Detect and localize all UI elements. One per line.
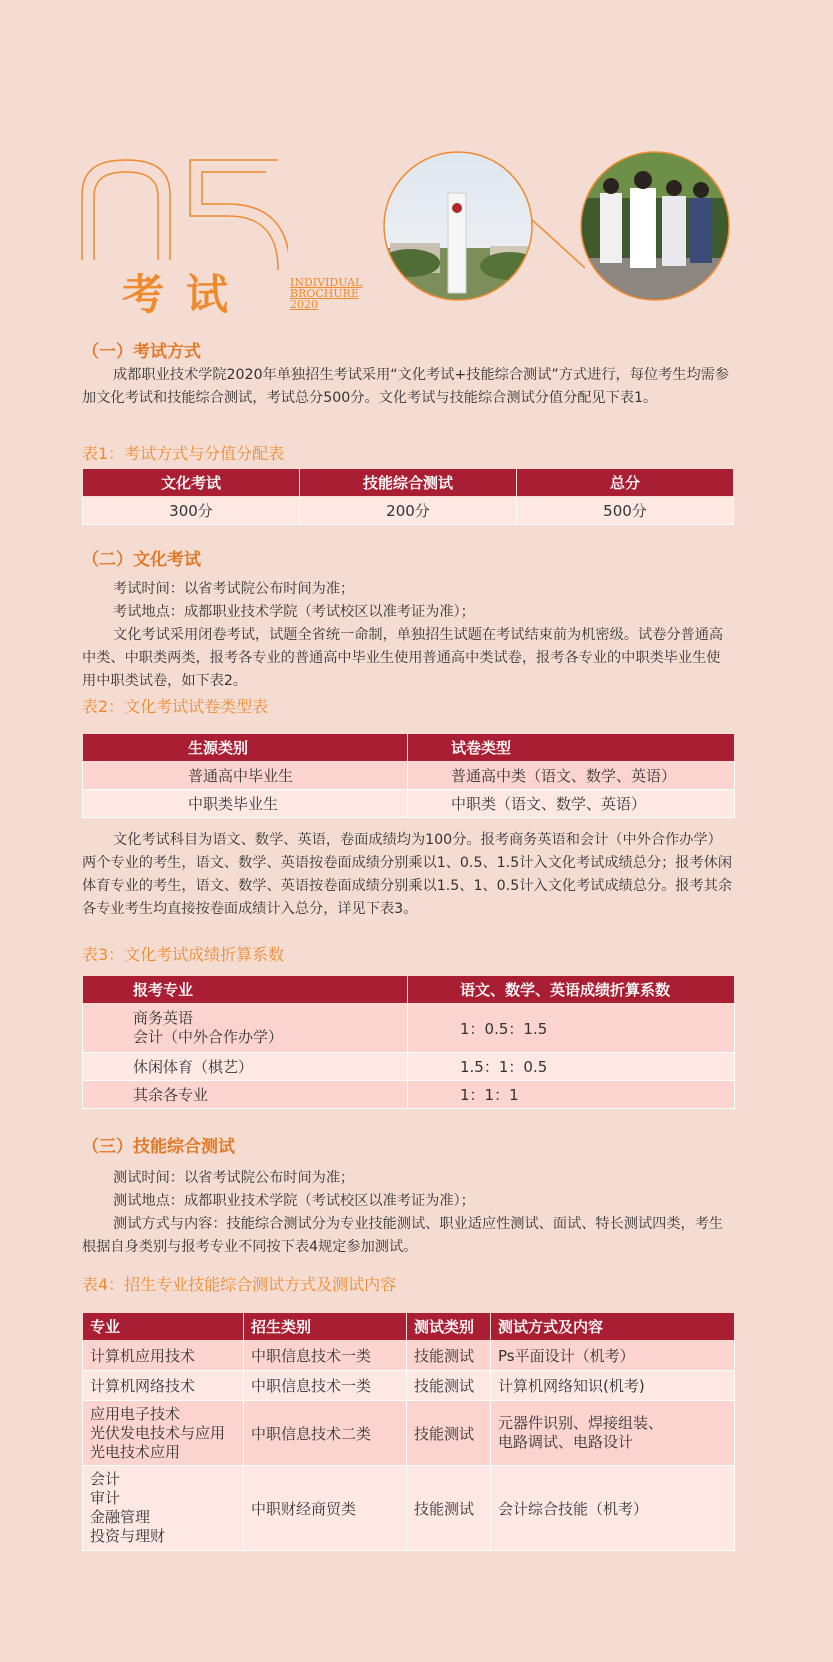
section-heading-1: （一）考试方式 — [82, 342, 201, 362]
page-title: 考试 — [122, 270, 251, 319]
paragraph: 成都职业技术学院2020年单独招生考试采用“文化考试+技能综合测试”方式进行，每位考生均需参加文化考试和技能综合测试，考试总分500分。文化考试与技能综合测试分值分配见下表1。 — [82, 367, 730, 406]
cell-line: 投资与理财 — [90, 1527, 166, 1545]
table-cell: 中职财经商贸类 — [244, 1466, 407, 1551]
table-cell: 普通高中毕业生 — [83, 762, 408, 790]
table-header-cell: 招生类别 — [244, 1313, 407, 1341]
table-3-caption: 表3：文化考试成绩折算系数 — [82, 945, 285, 964]
table-header-row — [83, 469, 734, 497]
cell-line: 商务英语 — [133, 1009, 194, 1027]
table-header-cell: 专业 — [83, 1313, 244, 1341]
table-3 — [82, 975, 735, 1109]
brochure-line: 2020 — [290, 298, 318, 311]
table-header-row — [83, 976, 735, 1004]
table-cell: 中职信息技术一类 — [244, 1341, 407, 1371]
table-row — [83, 1371, 735, 1401]
table-row — [83, 1081, 735, 1109]
table-header-row — [83, 734, 735, 762]
paragraph: 测试方式与内容：技能综合测试分为专业技能测试、职业适应性测试、面试、特长测试四类，考生根据自身类别与报考专业不同按下表4规定参加测试。 — [82, 1216, 724, 1255]
table-cell: 1.5：1：0.5 — [408, 1053, 735, 1081]
section-heading-3: （三）技能综合测试 — [82, 1137, 235, 1157]
paragraph: 文化考试采用闭卷考试，试题全省统一命制，单独招生试题在考试结束前为机密级。试卷分普通高中类、中职类两类，报考各专业的普通高中毕业生使用普通高中类试卷，报考各专业的中职类毕业生使用中职类试卷，如下表2。 — [82, 627, 724, 689]
table-1-caption: 表1：考试方式与分值分配表 — [82, 444, 285, 463]
cell-line: 会计（中外合作办学） — [133, 1028, 284, 1046]
table-row — [83, 762, 735, 790]
table-row — [83, 1004, 735, 1053]
table-cell: 计算机应用技术 — [83, 1341, 244, 1371]
table-cell: 会计综合技能（机考） — [491, 1466, 735, 1551]
table-cell: 500分 — [517, 497, 734, 525]
table-header-cell: 总分 — [517, 469, 734, 497]
campus-photo — [380, 148, 540, 308]
table-cell: 1：0.5：1.5 — [408, 1004, 735, 1053]
header-photos — [380, 148, 740, 312]
paragraph: 考试地点：成都职业技术学院（考试校区以准考证为准）； — [113, 604, 475, 620]
table-cell: 休闲体育（棋艺） — [83, 1053, 408, 1081]
table-cell: 技能测试 — [407, 1371, 491, 1401]
table-row — [83, 1401, 735, 1466]
table-cell: 其余各专业 — [83, 1081, 408, 1109]
table-row — [83, 1466, 735, 1551]
cell-line: 会计 — [90, 1470, 121, 1488]
table-header-cell: 测试方式及内容 — [491, 1313, 735, 1341]
table-cell: 计算机网络知识(机考) — [491, 1371, 735, 1401]
table-cell — [83, 1004, 408, 1053]
cell-line: 金融管理 — [90, 1508, 151, 1526]
table-cell: 中职类（语文、数学、英语） — [408, 790, 735, 818]
table-header-cell: 测试类别 — [407, 1313, 491, 1341]
table-cell: 技能测试 — [407, 1341, 491, 1371]
table-header-cell: 生源类别 — [83, 734, 408, 762]
cell-line: 光伏发电技术与应用 — [90, 1423, 226, 1442]
section-1-paragraph — [82, 364, 734, 410]
paragraph: 考试时间：以省考试院公布时间为准； — [113, 581, 355, 597]
brochure-label — [290, 277, 362, 310]
table-cell: 中职类毕业生 — [83, 790, 408, 818]
table-row — [83, 1053, 735, 1081]
table-cell: 普通高中类（语文、数学、英语） — [408, 762, 735, 790]
cell-line: 电路调试、电路设计 — [498, 1433, 634, 1451]
table-header-row — [83, 1313, 735, 1341]
table-cell — [83, 1466, 244, 1551]
cell-line: 审计 — [90, 1489, 121, 1507]
paragraph: 测试时间：以省考试院公布时间为准； — [113, 1170, 355, 1186]
brochure-line: INDIVIDUAL — [290, 276, 363, 289]
cell-line: 应用电子技术 — [90, 1404, 181, 1423]
table-cell: 中职信息技术二类 — [244, 1401, 407, 1466]
table-cell: 1：1：1 — [408, 1081, 735, 1109]
table-header-cell: 试卷类型 — [408, 734, 735, 762]
table-row — [83, 497, 734, 525]
table-header-cell: 语文、数学、英语成绩折算系数 — [408, 976, 735, 1004]
section-3-lines — [82, 1167, 734, 1259]
table-cell — [491, 1401, 735, 1466]
table-header-cell: 技能综合测试 — [300, 469, 517, 497]
paragraph: 文化考试科目为语文、数学、英语，卷面成绩均为100分。报考商务英语和会计（中外合作办学）两个专业的考生，语文、数学、英语按卷面成绩分别乘以1、0.5、1.5计入文化考试成绩总分；报考休闲体育专业的考生，语文、数学、英语按卷面成绩分别乘以1.5、1、0.5计入文化考试成绩总分。报考其余各专业考生均直接按卷面成绩计入总分，详见下表3。 — [82, 832, 733, 917]
section-heading-2: （二）文化考试 — [82, 550, 201, 570]
table-row — [83, 790, 735, 818]
table-cell: 技能测试 — [407, 1401, 491, 1466]
table-1 — [82, 468, 734, 525]
cell-line: 元器件识别、焊接组装、 — [498, 1414, 664, 1432]
table-cell: 200分 — [300, 497, 517, 525]
table-cell — [83, 1401, 244, 1466]
table-2-caption: 表2：文化考试试卷类型表 — [82, 697, 269, 716]
section-number-graphic — [78, 150, 288, 270]
table-4-caption: 表4：招生专业技能综合测试方式及测试内容 — [82, 1275, 397, 1294]
table-cell: 300分 — [83, 497, 300, 525]
section-2-lines — [82, 578, 734, 693]
cell-line: 光电技术应用 — [90, 1442, 181, 1461]
brochure-line: BROCHURE — [290, 287, 359, 300]
table-header-cell: 文化考试 — [83, 469, 300, 497]
table-cell: 计算机网络技术 — [83, 1371, 244, 1401]
table-2 — [82, 733, 735, 818]
paragraph: 测试地点：成都职业技术学院（考试校区以准考证为准）； — [113, 1193, 475, 1209]
table-4 — [82, 1312, 735, 1551]
table-cell: Ps平面设计（机考） — [491, 1341, 735, 1371]
section-2-paragraph-2 — [82, 829, 734, 921]
table-cell: 中职信息技术一类 — [244, 1371, 407, 1401]
table-header-cell: 报考专业 — [83, 976, 408, 1004]
table-cell: 技能测试 — [407, 1466, 491, 1551]
table-row — [83, 1341, 735, 1371]
